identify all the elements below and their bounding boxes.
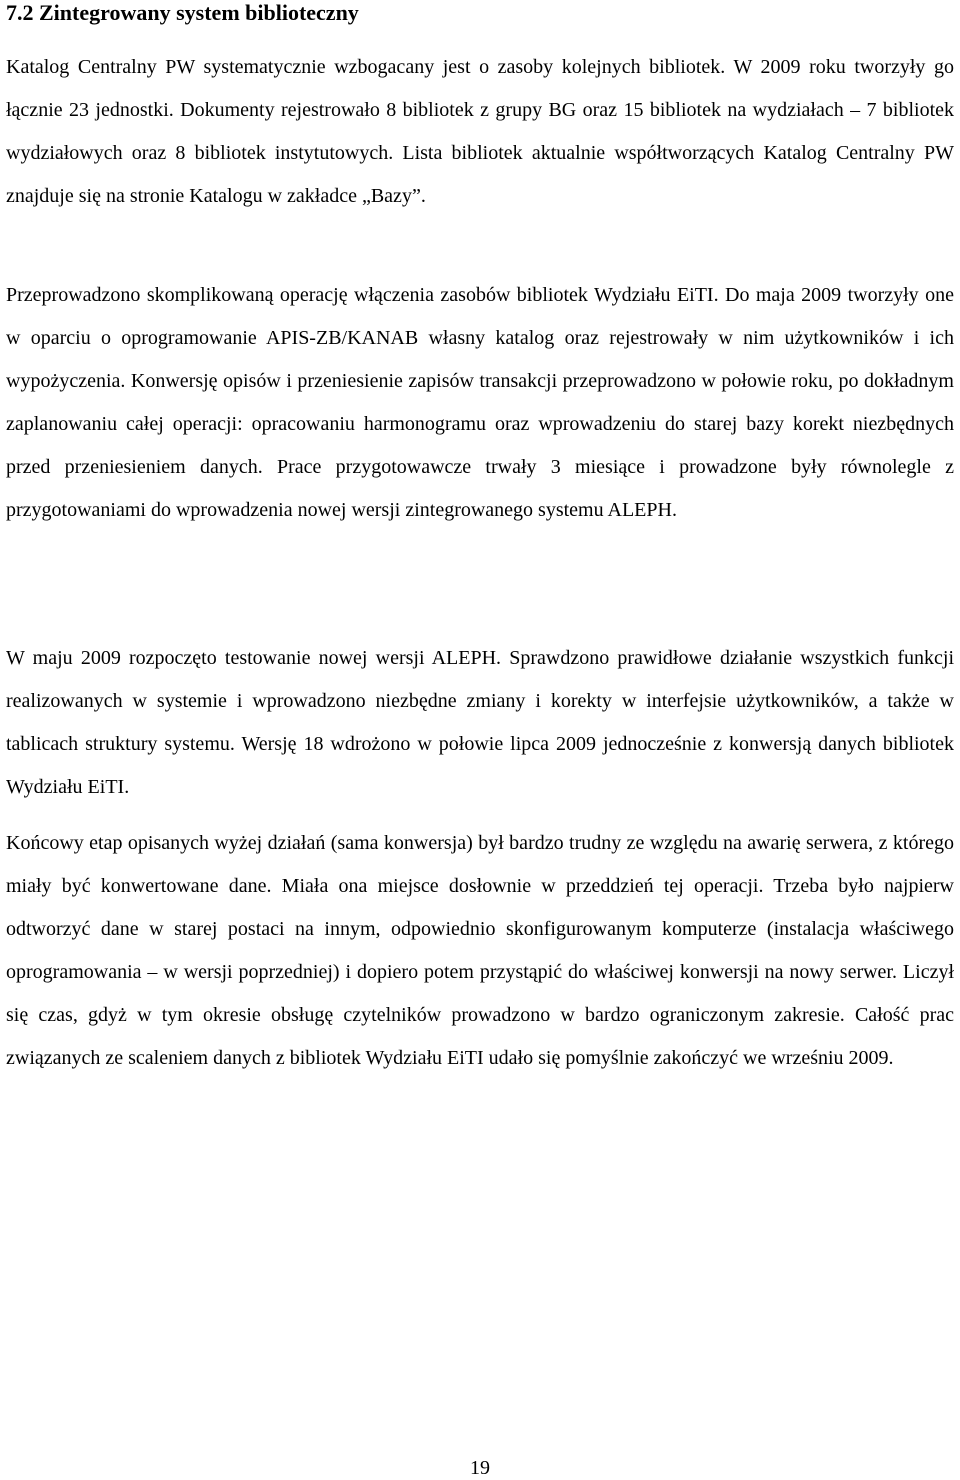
- page-number: 19: [470, 1457, 490, 1479]
- paragraph-conversion-final-stage: Końcowy etap opisanych wyżej działań (sama konwersja) był bardzo trudny ze względu na awarię serwera, z którego miały być konwertowane dane. Miała ona miejsce dosłownie w przeddzień tej operacji. Trzeba było najpierw odtworzyć dane w starej postaci na innym, odpowiednio skonfigurowanym komputerze (instalacja właściwego oprogramowania – w wersji poprzedniej) i dopiero potem przystąpić do właściwej konwersji na nowy serwer. Liczył się czas, gdyż w tym okresie obsługę czytelników prowadzono w bardzo ograniczonym zakresie. Całość prac związanych ze scaleniem danych z bibliotek Wydziału EiTI udało się pomyślnie zakończyć we wrześniu 2009.: [6, 832, 954, 1069]
- paragraph-aleph-testing: W maju 2009 rozpoczęto testowanie nowej wersji ALEPH. Sprawdzono prawidłowe działanie wszystkich funkcji realizowanych w systemie i wprowadzono niezbędne zmiany i korekty w interfejsie użytkowników, a także w tablicach struktury systemu. Wersję 18 wdrożono w połowie lipca 2009 jednocześnie z konwersją danych bibliotek Wydziału EiTI.: [6, 647, 954, 798]
- section-heading: 7.2 Zintegrowany system biblioteczny: [6, 0, 359, 25]
- paragraph-katalog-centralny: Katalog Centralny PW systematycznie wzbogacany jest o zasoby kolejnych bibliotek. W 2009 roku tworzyły go łącznie 23 jednostki. Dokumenty rejestrowało 8 bibliotek z grupy BG oraz 15 bibliotek na wydziałach – 7 bibliotek wydziałowych oraz 8 bibliotek instytutowych. Lista bibliotek aktualnie współtworzących Katalog Centralny PW znajduje się na stronie Katalogu w zakładce „Bazy”.: [6, 56, 954, 207]
- paragraph-eiti-integration: Przeprowadzono skomplikowaną operację włączenia zasobów bibliotek Wydziału EiTI. Do maja 2009 tworzyły one w oparciu o oprogramowanie APIS-ZB/KANAB własny katalog oraz rejestrowały w nim użytkowników i ich wypożyczenia. Konwersję opisów i przeniesienie zapisów transakcji przeprowadzono w połowie roku, po dokładnym zaplanowaniu całej operacji: opracowaniu harmonogramu oraz wprowadzeniu do starej bazy korekt niezbędnych przed przeniesieniem danych. Prace przygotowawcze trwały 3 miesiące i prowadzone były równolegle z przygotowaniami do wprowadzenia nowej wersji zintegrowanego systemu ALEPH.: [6, 284, 954, 521]
